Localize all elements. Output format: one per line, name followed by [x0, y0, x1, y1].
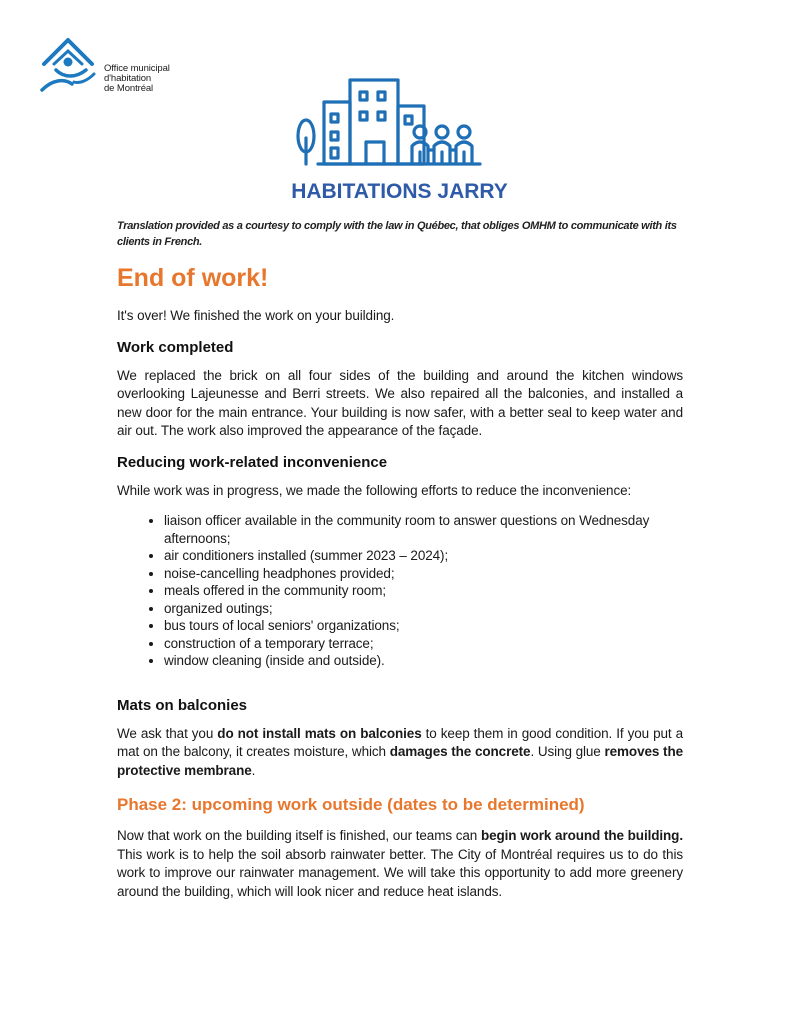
- phase2-heading: Phase 2: upcoming work outside (dates to be determined): [117, 795, 585, 814]
- list-item: • liaison officer available in the community room to answer questions on Wednesday afternoons;: [164, 512, 683, 547]
- logo-text: [104, 64, 170, 94]
- mats-text-2: to keep them in good condition. If you put a mat on the balcony, it creates moisture, which: [117, 725, 683, 759]
- work-completed-heading: Work completed: [117, 338, 234, 356]
- intro-text: It's over! We finished the work on your building.: [117, 308, 395, 323]
- omhm-logo: [38, 34, 198, 98]
- reducing-heading: Reducing work-related inconvenience: [117, 453, 388, 471]
- list-item: • bus tours of local seniors' organizations;: [164, 617, 683, 635]
- logo-line-3: de Montréal: [104, 83, 154, 94]
- mats-bold-2: damages the concrete: [389, 744, 531, 759]
- work-completed-text: We replaced the brick on all four sides of the building and around the kitchen windows overlooking Lajeunesse and Berri streets. We also repaired all the balconies, and installed a new door for the main entrance. Your building is now safer, with a better seal to keep water and air out. The work also improved the appearance of the façade.: [117, 367, 683, 438]
- main-heading: End of work!: [117, 264, 269, 292]
- logo-line-2: d'habitation: [104, 73, 152, 84]
- hero-illustration: [294, 76, 484, 172]
- mats-text-1: We ask that you: [117, 725, 218, 741]
- phase2-text: [117, 827, 683, 901]
- list-item: • construction of a temporary terrace;: [164, 635, 683, 653]
- phase2-bold-1: begin work around the building.: [480, 828, 683, 843]
- omhm-house-logo-icon: [38, 34, 102, 94]
- buildings-and-people-icon: [294, 76, 484, 172]
- mats-bold-1: do not install mats on balconies: [217, 725, 422, 741]
- mats-text: [117, 725, 683, 781]
- document-body: [117, 218, 683, 901]
- list-item: • organized outings;: [164, 600, 683, 618]
- document-title: HABITATIONS JARRY: [291, 180, 508, 203]
- list-item: • air conditioners installed (summer 2023 – 2024);: [164, 547, 683, 565]
- mats-text-4: .: [251, 762, 256, 778]
- phase2-text-1: Now that work on the building itself is finished, our teams can: [117, 828, 481, 843]
- logo-line-1: Office municipal: [104, 63, 170, 74]
- mats-text-3: . Using glue: [530, 744, 605, 759]
- phase2-text-2: This work is to help the soil absorb rainwater better. The City of Montréal requires us to do this work to improve our rainwater management. We will take this opportunity to add more greenery around the building, which will look nicer and reduce heat islands.: [117, 846, 683, 899]
- mats-heading: Mats on balconies: [117, 696, 248, 714]
- translation-note: Translation provided as a courtesy to comply with the law in Québec, that obliges OMHM to communicate with its clients in French.: [117, 220, 677, 248]
- reducing-intro: While work was in progress, we made the following efforts to reduce the inconvenience:: [117, 482, 632, 498]
- list-item: • meals offered in the community room;: [164, 582, 683, 600]
- mats-bold-3: removes the protective membrane: [117, 744, 683, 778]
- list-item: • window cleaning (inside and outside).: [164, 652, 683, 670]
- efforts-list: [117, 512, 683, 670]
- list-item: • noise-cancelling headphones provided;: [164, 565, 683, 583]
